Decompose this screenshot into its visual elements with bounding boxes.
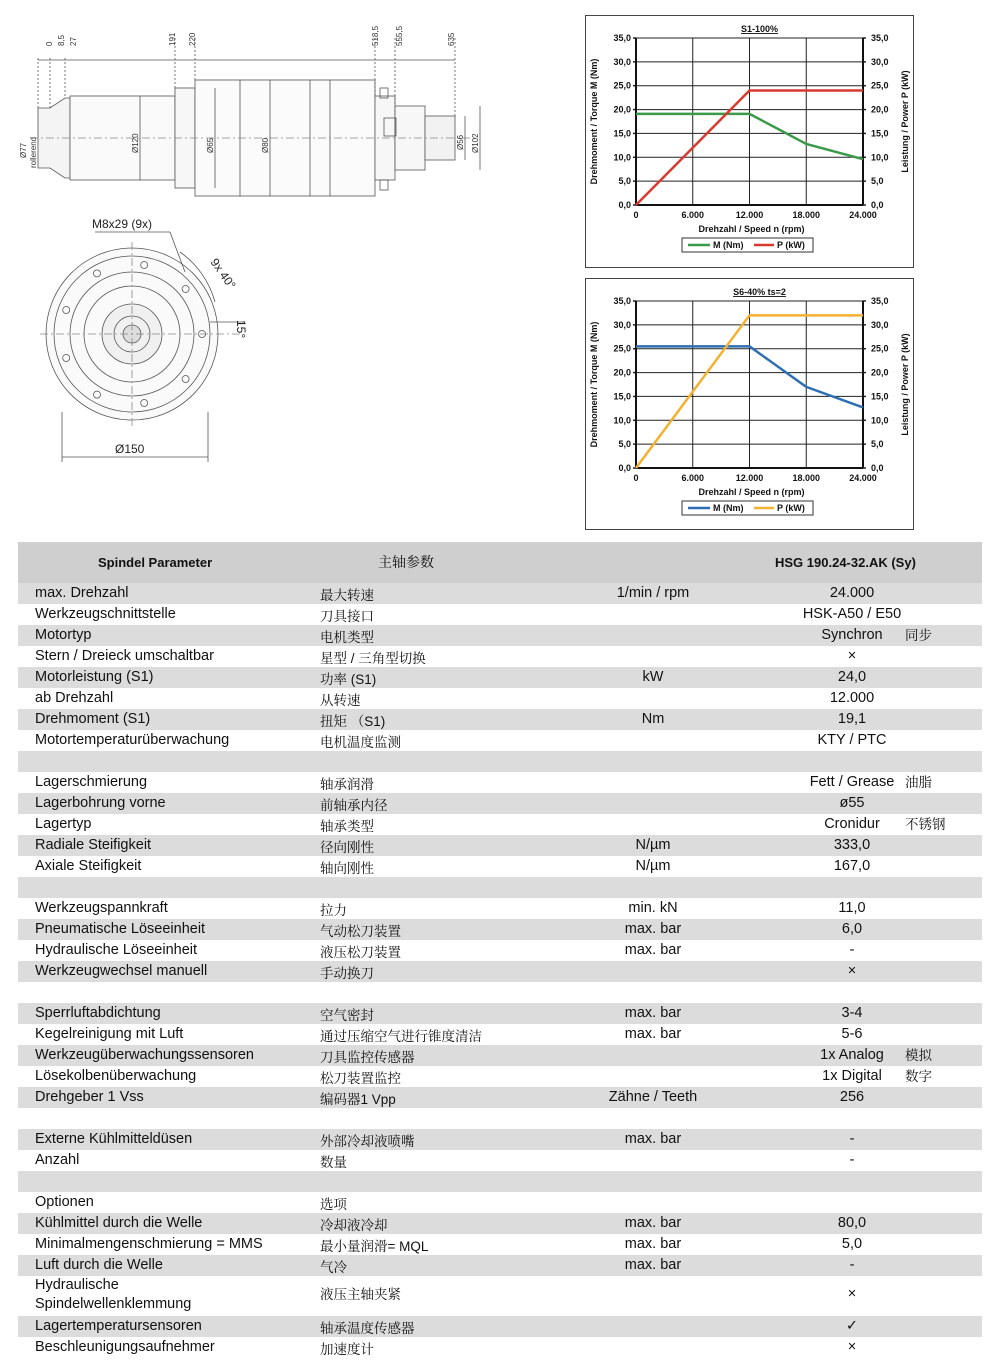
table-row [18, 1087, 982, 1108]
y-tick-label-left: 0,0 [618, 463, 631, 473]
param-value: 333,0 [833, 837, 871, 853]
x-tick-label: 0 [633, 473, 639, 483]
param-value: - [849, 1131, 855, 1147]
param-de: Beschleunigungsaufnehmer [35, 1339, 215, 1355]
param-unit: max. bar [624, 1005, 682, 1021]
param-value: 24,0 [837, 669, 867, 685]
chart-s1-100 [585, 15, 914, 268]
param-zh: 轴承温度传感器 [320, 1321, 415, 1336]
param-unit: kW [642, 669, 664, 685]
table-row [18, 1108, 982, 1129]
dim-d102: Ø102 [471, 133, 480, 153]
table-row [18, 1255, 982, 1276]
param-value: ø55 [839, 795, 865, 811]
x-tick-label: 12.000 [735, 473, 764, 483]
y-tick-label-left: 15,0 [613, 391, 631, 402]
dim-d80: Ø80 [261, 137, 270, 153]
table-row [18, 730, 982, 751]
y-tick-label-right: 35,0 [871, 296, 889, 306]
param-zh: 松刀装置监控 [320, 1071, 401, 1086]
y-tick-label-right: 0,0 [871, 463, 884, 473]
y-tick-label-left: 15,0 [613, 128, 631, 139]
table-row [18, 1192, 982, 1213]
param-unit: max. bar [624, 921, 682, 937]
param-value: 19,1 [837, 711, 867, 727]
param-zh: 前轴承内径 [320, 798, 388, 813]
y-tick-label-right: 35,0 [871, 33, 889, 43]
spindle-side-view-drawing [10, 8, 500, 208]
table-row [18, 961, 982, 982]
param-de: Werkzeugspannkraft [35, 900, 168, 916]
param-de: Lösekolbenüberwachung [35, 1068, 197, 1084]
table-row [18, 751, 982, 772]
table-row [18, 1171, 982, 1192]
param-zh: 选项 [320, 1197, 347, 1212]
dim-518-5: 518,5 [371, 25, 380, 46]
param-value: 6,0 [841, 921, 863, 937]
x-tick-label: 6.000 [681, 473, 705, 483]
param-value: Synchron [821, 627, 883, 643]
chart-s1-svg [586, 16, 913, 267]
param-unit: N/µm [635, 858, 671, 874]
param-de: max. Drehzahl [35, 585, 129, 601]
param-unit: max. bar [624, 1131, 682, 1147]
table-row [18, 1213, 982, 1234]
y-tick-label-left: 5,0 [618, 439, 631, 450]
label-m8x29: M8x29 (9x) [92, 217, 153, 231]
param-value: Cronidur [824, 816, 880, 832]
y-tick-label-right: 30,0 [871, 56, 889, 67]
table-row [18, 625, 982, 646]
param-de: Anzahl [35, 1152, 80, 1168]
param-de: Hydraulische Spindelwellenklemmung [35, 1277, 192, 1312]
dim-d65: Ø65 [206, 137, 215, 153]
param-zh: 轴向刚性 [320, 861, 374, 876]
table-row [18, 1066, 982, 1087]
param-de: Stern / Dreieck umschaltbar [35, 648, 214, 664]
param-de: Kegelreinigung mit Luft [35, 1026, 184, 1042]
y-axis-label-right: Leistung / Power P (kW) [900, 70, 910, 173]
x-axis-label: Drehzahl / Speed n (rpm) [698, 487, 805, 497]
param-value: Fett / Grease [809, 774, 895, 790]
param-zh: 手动换刀 [320, 966, 374, 981]
param-zh: 液压主轴夹紧 [320, 1287, 401, 1302]
param-de: Sperrluftabdichtung [35, 1005, 161, 1021]
table-row [18, 1003, 982, 1024]
param-value: HSK-A50 / E50 [802, 606, 902, 622]
param-zh: 加速度计 [320, 1342, 374, 1357]
table-row [18, 772, 982, 793]
y-tick-label-left: 5,0 [618, 176, 631, 187]
param-value: × [847, 963, 857, 979]
table-row [18, 1276, 982, 1316]
param-value: 80,0 [837, 1215, 867, 1231]
spindle-front-view-drawing [40, 212, 280, 467]
table-row [18, 793, 982, 814]
dim-27: 27 [69, 37, 78, 46]
param-value: 12.000 [829, 690, 875, 706]
param-value: ✓ [845, 1318, 859, 1334]
x-tick-label: 18.000 [792, 210, 821, 220]
param-zh: 气动松刀装置 [320, 924, 401, 939]
y-tick-label-left: 35,0 [613, 33, 631, 43]
table-row [18, 1045, 982, 1066]
y-tick-label-right: 10,0 [871, 415, 889, 426]
dim-635: 635 [447, 32, 456, 46]
dim-d77: Ø77 [19, 142, 28, 158]
param-zh: 星型 / 三角型切换 [320, 651, 426, 666]
table-row [18, 583, 982, 604]
param-zh-note: 不锈钢 [905, 817, 946, 832]
param-de: Kühlmittel durch die Welle [35, 1215, 203, 1231]
y-tick-label-right: 0,0 [871, 200, 884, 210]
legend-label-torque: M (Nm) [713, 503, 744, 513]
param-zh: 刀具监控传感器 [320, 1050, 415, 1065]
y-tick-label-left: 0,0 [618, 200, 631, 210]
chart-s6-40 [585, 278, 914, 530]
param-de: Hydraulische Löseeinheit [35, 942, 198, 958]
legend-label-torque: M (Nm) [713, 240, 744, 250]
y-axis-label-left: Drehmoment / Torque M (Nm) [589, 321, 599, 448]
param-unit: 1/min / rpm [616, 585, 690, 601]
param-zh: 编码器1 Vpp [320, 1092, 396, 1107]
param-value: × [847, 648, 857, 664]
param-value: 1x Analog [820, 1047, 884, 1063]
x-tick-label: 24.000 [849, 210, 877, 220]
table-row [18, 1150, 982, 1171]
table-row [18, 877, 982, 898]
param-de: Lagertemperatursensoren [35, 1318, 202, 1334]
param-de: Lagertyp [35, 816, 92, 832]
header-spindel-parameter: Spindel Parameter [98, 555, 213, 570]
dim-191: 191 [168, 32, 177, 46]
table-row [18, 688, 982, 709]
table-row [18, 940, 982, 961]
chart-s6-svg [586, 279, 913, 529]
y-tick-label-left: 25,0 [613, 80, 631, 91]
y-tick-label-right: 20,0 [871, 104, 889, 115]
param-unit: max. bar [624, 1215, 682, 1231]
param-value: 256 [839, 1089, 865, 1105]
table-header [18, 542, 982, 583]
param-value: - [849, 942, 855, 958]
param-zh: 最小量润滑= MQL [320, 1239, 429, 1254]
table-row [18, 919, 982, 940]
param-unit: max. bar [624, 1257, 682, 1273]
table-row [18, 1337, 982, 1358]
param-de: Luft durch die Welle [35, 1257, 163, 1273]
y-tick-label-right: 5,0 [871, 176, 884, 187]
spindle-parameter-table [18, 542, 982, 1358]
param-zh: 从转速 [320, 693, 361, 708]
y-tick-label-right: 25,0 [871, 80, 889, 91]
table-row [18, 835, 982, 856]
param-de: Externe Kühlmitteldüsen [35, 1131, 193, 1147]
param-de: Werkzeugschnittstelle [35, 606, 176, 622]
table-rows [18, 583, 982, 1358]
param-value: 3-4 [841, 1005, 863, 1021]
x-tick-label: 6.000 [681, 210, 705, 220]
param-de: Werkzeugüberwachungssensoren [35, 1047, 254, 1063]
param-zh: 电机类型 [320, 630, 374, 645]
dim-d56: Ø56 [456, 134, 465, 150]
x-axis-label: Drehzahl / Speed n (rpm) [698, 224, 805, 234]
legend-label-power: P (kW) [777, 240, 805, 250]
param-zh: 功率 (S1) [320, 672, 377, 687]
y-tick-label-left: 30,0 [613, 319, 631, 330]
y-tick-label-right: 20,0 [871, 367, 889, 378]
param-value: - [849, 1152, 855, 1168]
param-zh: 空气密封 [320, 1008, 374, 1023]
x-tick-label: 12.000 [735, 210, 764, 220]
table-row [18, 1129, 982, 1150]
param-value: 11,0 [838, 900, 866, 916]
param-zh: 液压松刀装置 [320, 945, 401, 960]
table-row [18, 856, 982, 877]
y-tick-label-left: 10,0 [613, 152, 631, 163]
param-zh: 冷却液冷却 [320, 1218, 388, 1233]
dim-rollerend: rollerend [29, 136, 38, 168]
param-zh: 轴承润滑 [320, 777, 374, 792]
y-tick-label-right: 15,0 [871, 128, 889, 139]
param-zh: 外部冷却液喷嘴 [320, 1134, 415, 1149]
param-value: × [847, 1286, 857, 1302]
y-tick-label-right: 5,0 [871, 439, 884, 450]
param-zh: 通过压缩空气进行锥度清洁 [320, 1029, 482, 1044]
table-row [18, 604, 982, 625]
param-zh-note: 数字 [905, 1069, 932, 1084]
dim-8-5: 8,5 [57, 34, 66, 46]
param-zh: 扭矩 （S1) [320, 714, 386, 729]
y-axis-label-right: Leistung / Power P (kW) [900, 333, 910, 436]
param-de: Pneumatische Löseeinheit [35, 921, 206, 937]
param-value: 167,0 [833, 858, 871, 874]
param-zh: 气冷 [320, 1260, 347, 1275]
y-tick-label-right: 25,0 [871, 343, 889, 354]
param-de: Motorleistung (S1) [35, 669, 154, 685]
param-unit: min. kN [628, 900, 678, 916]
header-zh: 主轴参数 [378, 554, 434, 570]
y-tick-label-left: 35,0 [613, 296, 631, 306]
y-tick-label-right: 15,0 [871, 391, 889, 402]
table-row [18, 1024, 982, 1045]
chart-title: S1-100% [740, 24, 779, 34]
y-tick-label-right: 10,0 [871, 152, 889, 163]
table-row [18, 1316, 982, 1337]
table-row [18, 709, 982, 730]
table-row [18, 667, 982, 688]
y-tick-label-left: 30,0 [613, 56, 631, 67]
param-zh-note: 同步 [905, 628, 932, 643]
param-zh: 轴承类型 [320, 819, 374, 834]
x-tick-label: 0 [633, 210, 639, 220]
param-zh: 最大转速 [320, 588, 374, 603]
param-unit: Nm [641, 711, 665, 727]
param-zh-note: 模拟 [905, 1048, 932, 1063]
param-zh: 数量 [320, 1155, 347, 1170]
table-row [18, 814, 982, 835]
label-15deg: 15° [234, 320, 248, 339]
param-zh: 电机温度监测 [320, 735, 401, 750]
param-unit: N/µm [635, 837, 671, 853]
dim-220: 220 [188, 32, 197, 46]
param-zh: 拉力 [320, 903, 347, 918]
chart-title: S6-40% ts=2 [733, 287, 786, 297]
param-de: Motortyp [35, 627, 92, 643]
param-value: KTY / PTC [817, 732, 887, 748]
param-de: Radiale Steifigkeit [35, 837, 152, 853]
legend-label-power: P (kW) [777, 503, 805, 513]
param-de: Werkzeugwechsel manuell [35, 963, 208, 979]
y-tick-label-left: 20,0 [613, 104, 631, 115]
param-zh: 径向刚性 [320, 840, 374, 855]
param-de: Drehgeber 1 Vss [35, 1089, 144, 1105]
table-row [18, 982, 982, 1003]
param-de: Drehmoment (S1) [35, 711, 151, 727]
param-zh-note: 油脂 [905, 775, 932, 790]
label-d150: Ø150 [115, 442, 145, 456]
table-row [18, 646, 982, 667]
x-tick-label: 24.000 [849, 473, 877, 483]
x-tick-label: 18.000 [792, 473, 821, 483]
y-tick-label-left: 20,0 [613, 367, 631, 378]
y-tick-label-left: 10,0 [613, 415, 631, 426]
param-value: × [847, 1339, 857, 1355]
header-model: HSG 190.24-32.AK (Sy) [775, 555, 916, 570]
dim-555-5: 555,5 [395, 25, 404, 46]
param-zh: 刀具接口 [320, 609, 374, 624]
table-row [18, 898, 982, 919]
param-unit: max. bar [624, 1026, 682, 1042]
dim-d120: Ø120 [131, 133, 140, 153]
param-de: ab Drehzahl [35, 690, 114, 706]
y-tick-label-right: 30,0 [871, 319, 889, 330]
param-unit: Zähne / Teeth [608, 1089, 698, 1105]
param-unit: max. bar [624, 942, 682, 958]
param-value: 5-6 [841, 1026, 863, 1042]
param-value: - [849, 1257, 855, 1273]
param-de: Minimalmengenschmierung = MMS [35, 1236, 263, 1252]
param-value: 5,0 [841, 1236, 863, 1252]
param-unit: max. bar [624, 1236, 682, 1252]
param-de: Lagerbohrung vorne [35, 795, 166, 811]
param-de: Lagerschmierung [35, 774, 148, 790]
param-value: 24.000 [829, 585, 875, 601]
y-axis-label-left: Drehmoment / Torque M (Nm) [589, 58, 599, 185]
y-tick-label-left: 25,0 [613, 343, 631, 354]
param-de: Motortemperaturüberwachung [35, 732, 230, 748]
param-de: Axiale Steifigkeit [35, 858, 142, 874]
dim-0: 0 [45, 41, 54, 46]
param-value: 1x Digital [822, 1068, 882, 1084]
label-9x40: 9x 40° [207, 255, 239, 292]
table-row [18, 1234, 982, 1255]
param-de: Optionen [35, 1194, 94, 1210]
